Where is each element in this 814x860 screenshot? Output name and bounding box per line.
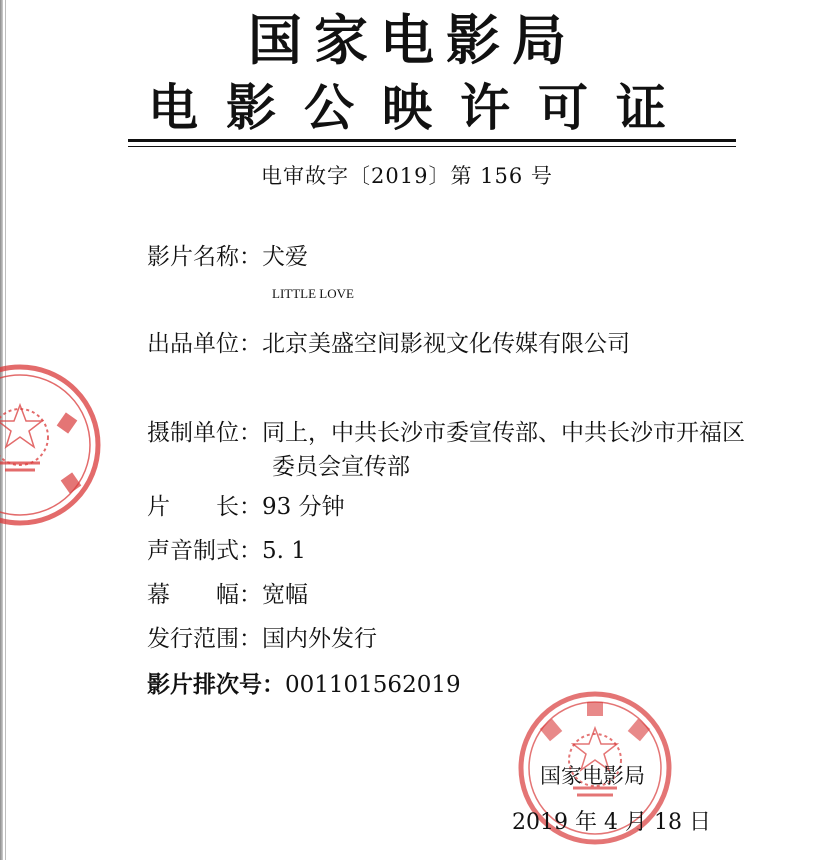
audio-format-label: 声音制式： [147, 538, 262, 564]
title-rule-thin [128, 146, 736, 147]
distribution-value: 国内外发行 [262, 626, 377, 652]
screen-format-row [147, 578, 308, 612]
audio-format-row [147, 534, 306, 568]
film-name-row [147, 240, 308, 274]
document-title: 电影公映许可证 [148, 79, 694, 137]
title-rule-thick [128, 139, 736, 142]
producer-label: 出品单位： [147, 331, 262, 357]
document-number: 电审故字〔2019〕第 156 号 [261, 164, 553, 188]
film-name-label: 影片名称： [147, 244, 262, 270]
left-seal-stamp [0, 355, 110, 535]
filming-unit-value: 同上，中共长沙市委宣传部、中共长沙市开福区 [262, 420, 745, 446]
serial-number-label: 影片排次号： [147, 672, 285, 698]
producer-value: 北京美盛空间影视文化传媒有限公司 [262, 331, 630, 357]
film-name-value: 犬爱 [262, 244, 308, 270]
screen-format-value: 宽幅 [262, 582, 308, 608]
serial-number-value: 001101562019 [285, 672, 461, 698]
issue-date: 2019 年 4 月 18 日 [512, 810, 711, 835]
issuer-name: 国家电影局 [540, 764, 645, 788]
producer-row [147, 327, 630, 361]
org-name: 国家电影局 [248, 9, 578, 72]
screen-format-label: 幕 幅： [147, 582, 262, 608]
audio-format-value: 5. 1 [262, 538, 306, 564]
length-label: 片 长： [147, 494, 262, 520]
film-english-name: LITTLE LOVE [272, 286, 354, 301]
length-value: 93 分钟 [262, 494, 345, 520]
filming-unit-row [147, 416, 745, 450]
length-row [147, 490, 345, 524]
distribution-row [147, 622, 377, 656]
distribution-label: 发行范围： [147, 626, 262, 652]
filming-unit-value-continued: 委员会宣传部 [272, 454, 410, 480]
serial-number-row [147, 668, 461, 702]
document-header [0, 10, 814, 138]
filming-unit-label: 摄制单位： [147, 420, 262, 446]
